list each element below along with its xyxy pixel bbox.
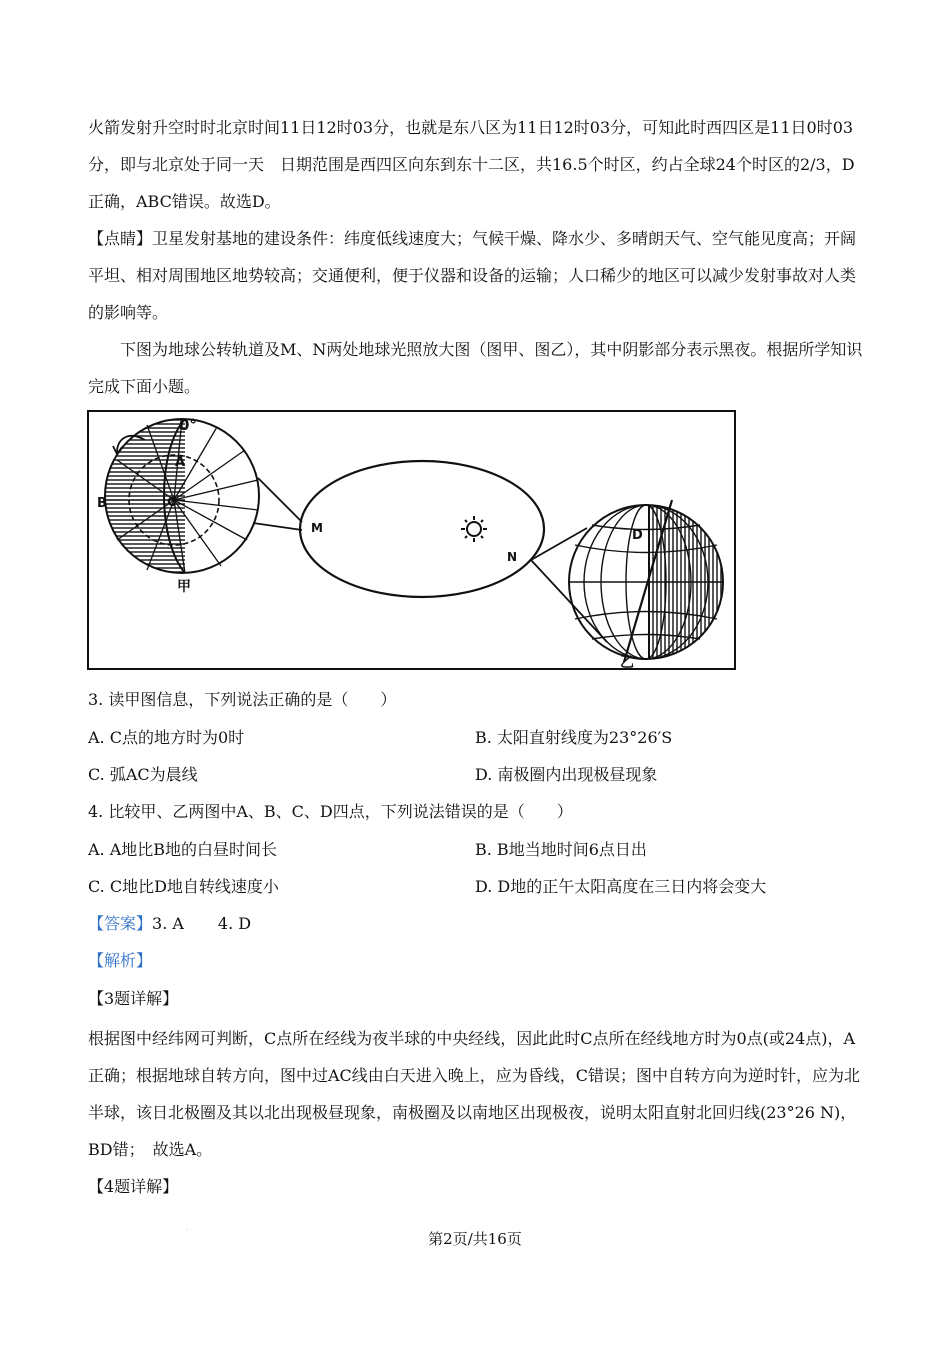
label-b: B: [97, 496, 107, 511]
answer-3: 3. A: [152, 914, 184, 933]
label-jia: 甲: [177, 579, 191, 595]
q3-option-a: A. C点的地方时为0时: [88, 728, 245, 747]
q4-option-c: C. C地比D地自转线速度小: [88, 877, 279, 896]
detail3-text: 根据图中经纬网可判断，C点所在经线为夜半球的中央经线，因此此时C点所在经线地方时为0点(或24点)，A正确；根据地球自转方向，图中过AC线由白天进入晚上，应为昏线，C错误；图中自转方向为逆时针，应为北半球，该日北极圈及其以北出现极昼现象，南极圈及以南地区出现极夜，说明太阳直射北回归线(23°26 N)，BD错； 故选A。: [88, 1029, 861, 1159]
label-a: A: [175, 455, 186, 470]
q3-option-b: B. 太阳直射线度为23°26′S: [475, 728, 673, 747]
detail3-label: 【3题详解】: [88, 989, 179, 1008]
q4-option-b: B. B地当地时间6点日出: [475, 840, 647, 859]
intro-paragraph: 火箭发射升空时时北京时间11日12时03分，也就是东八区为11日12时03分，可知此时西四区是11日0时03分，即与北京处于同一天 日期范围是西四区向东到东十二区，共16.5个时区，约占全球24个时区的2/3，D正确，ABC错误。故选D。: [88, 118, 855, 211]
label-c: C: [167, 495, 176, 509]
answer-line: [88, 913, 251, 935]
orbit-ellipse: [300, 461, 544, 597]
tip-paragraph: [88, 220, 863, 331]
q4-option-a: A. A地比B地的白昼时间长: [88, 840, 278, 859]
label-zero-degree: 0°: [179, 416, 197, 434]
answer-4: 4. D: [217, 914, 252, 933]
footer-dot: .: [186, 1225, 188, 1232]
analysis-label: 【解析】: [88, 951, 153, 970]
answer-label: 【答案】: [88, 914, 153, 933]
q3-option-d: D. 南极圈内出现极昼现象: [475, 765, 658, 784]
page-footer: 第2页/共16页: [428, 1230, 522, 1248]
orbit-figure: [87, 410, 737, 670]
q3-option-c: C. 弧AC为晨线: [88, 765, 198, 784]
globe-yi: [569, 500, 729, 665]
q4-stem: 4. 比较甲、乙两图中A、B、C、D四点，下列说法错误的是（ ）: [88, 802, 573, 821]
label-d: D: [632, 528, 643, 543]
label-m: M: [311, 521, 323, 535]
globe-jia: [105, 419, 285, 579]
tip-text: 卫星发射基地的建设条件：纬度低线速度大；气候干燥、降水少、多晴朗天气、空气能见度高；开阔平坦、相对周围地区地势较高；交通便利，便于仪器和设备的运输；人口稀少的地区可以减少发射事故对人类的影响等。: [88, 229, 857, 322]
sun-icon: [461, 516, 487, 542]
label-n: N: [507, 550, 518, 564]
question-intro: 下图为地球公转轨道及M、N两处地球光照放大图（图甲、图乙），其中阴影部分表示黑夜。根据所学知识完成下面小题。: [88, 340, 863, 396]
q3-stem: 3. 读甲图信息，下列说法正确的是（ ）: [88, 690, 397, 709]
detail4-label: 【4题详解】: [88, 1177, 179, 1196]
label-yi: 乙: [620, 655, 634, 670]
q4-option-d: D. D地的正午太阳高度在三日内将会变大: [475, 877, 767, 896]
tip-label: 【点睛】: [88, 229, 153, 248]
